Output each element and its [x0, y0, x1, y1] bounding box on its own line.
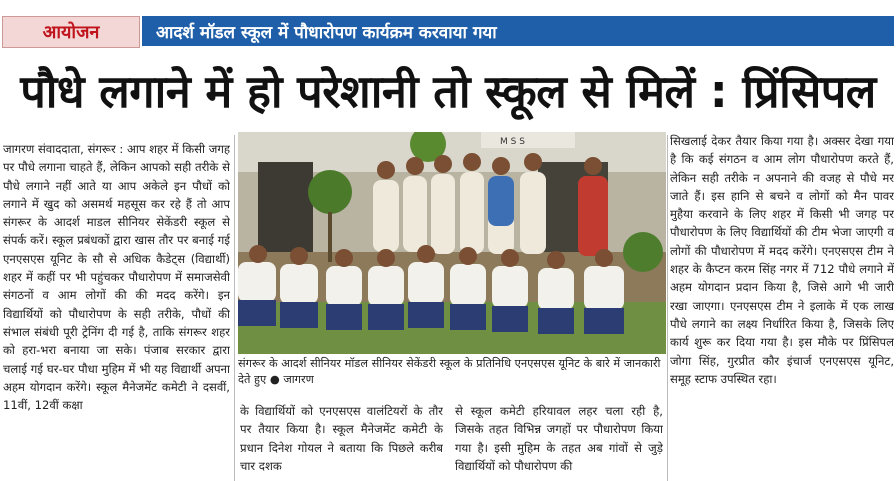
article-column-1 — [3, 140, 230, 481]
subheadline-strip — [142, 16, 894, 46]
banner-text: M S S — [500, 137, 525, 147]
photo-caption — [238, 356, 666, 388]
photo-credit: जागरण — [283, 373, 314, 386]
article-text-2a: के विद्यार्थियों को एनएसएस वालंटियरों के तौर पर तैयार किया है। स्कूल मैनेजमेंट कमेटी के प्रधान दिनेश गोयल ने बताया कि पिछले करीब चार दशक — [240, 404, 443, 473]
headline-block — [0, 55, 896, 125]
article-column-3 — [670, 132, 894, 481]
column-divider — [234, 135, 235, 481]
column-divider — [667, 135, 668, 481]
section-header — [0, 0, 896, 48]
group-photo-illustration — [238, 132, 666, 354]
article-column-2a — [240, 402, 443, 481]
article-text-1: जागरण संवाददाता, संगरूर : आप शहर में किसी जगह पर पौधे लगाना चाहते हैं, लेकिन आपको सही तरीके से पौधे लगाने नहीं आते या आप अकेले इन पौधों को लगाने में खुद को असमर्थ महसूस कर रहे हैं तो आप संगरूर के आदर्श माडल सीनियर सेकेंडरी स्कूल से संपर्क करें। स्कूल प्रबंधकों द्वारा खास तौर पर बनाई गई एनएसएस यूनिट के सौ से अधिक कैडेट्स (विद्यार्थी) शहर में कहीं पर भी पहुंचकर पौधारोपण में समाजसेवी संगठनों व आम लोगों की की मदद करेंगे। इन विद्यार्थियों को पौधारोपण के सही तरीके, पौधों की संभाल संबंधी पूरी ट्रेनिंग दी गई है, ताकि संगरूर शहर को हरा-भरा बनाया जा सके। पंजाब सरकार द्वारा चलाई गई घर-घर पौधा मुहिम में भी यह विद्यार्थी अपना अहम योगदान करेंगे। स्कूल मैनेजमेंट कमेटी ने दसवीं, 11वीं, 12वीं कक्षा — [3, 142, 230, 413]
caption-text: संगरूर के आदर्श सीनियर मॉडल सीनियर सेकेंडरी स्कूल के प्रतिनिधि एनएसएस यूनिट के बारे में जानकारी देते हुए — [238, 357, 661, 386]
article-text-3: सिखलाई देकर तैयार किया गया है। अक्सर देखा गया है कि कई संगठन व आम लोग पौधारोपण करते हैं, लेकिन सही तरीके न अपनाने की वजह से पौधे मर जाते हैं। इस हानि से बचने व लोगों को मैन पावर मुहैया करवाने के लिए शहर में किसी भी जगह पर पौधारोपण के लिए विद्यार्थियों की टीम भेजा जाएगी व लोगों की पौधारोपण में मदद करेंगे। एनएसएस टीम ने शहर के कैप्टन करम सिंह नगर में 712 पौधे लगाने में अहम योगदान प्रदान किया है, जिसे आगे भी जारी रखा जाएगा। एनएसएस टीम ने इलाके में एक लाख पौधे लगाने का लक्ष्य निर्धारित किया है, जिसके लिए कार्य शुरू कर दिया गया है। इस मौके पर प्रिंसिपल जोगा सिंह, गुरप्रीत कौर इंचार्ज एनएसएस यूनिट, समूह स्टाफ उपस्थित रहा। — [670, 134, 894, 386]
subheadline: आदर्श मॉडल स्कूल में पौधारोपण कार्यक्रम करवाया गया — [156, 22, 497, 43]
headline: पौधे लगाने में हो परेशानी तो स्कूल से मिलें : प्रिंसिपल — [20, 64, 876, 118]
section-tag-label: आयोजन — [42, 22, 100, 43]
section-tag — [2, 16, 140, 48]
credit-dot-icon: ● — [269, 373, 280, 386]
article-column-2b — [455, 402, 663, 481]
news-photo — [238, 132, 666, 354]
article-text-2b: से स्कूल कमेटी हरियावल लहर चला रही है, जिसके तहत विभिन्न जगहों पर पौधारोपण किया गया है। इसी मुहिम के तहत अब गांवों से जुड़े विद्यार्थियों को पौधारोपण की — [455, 404, 663, 473]
